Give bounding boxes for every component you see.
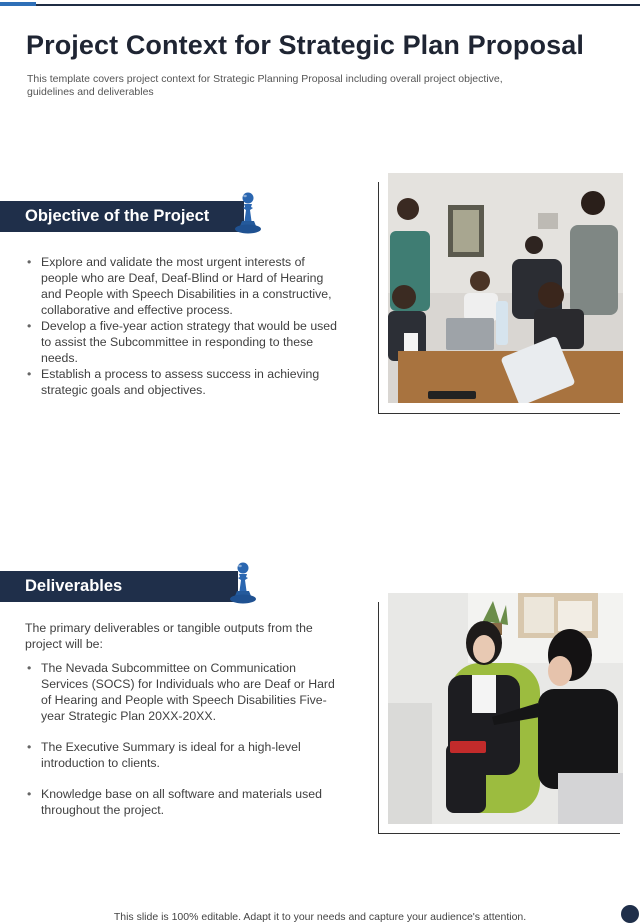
list-item: • Explore and validate the most urgent interests of people who are Deaf, Deaf-Blind or Hard of Hearing and People with Speech Disabilities in a constructive, collaborative and effective process. — [25, 254, 345, 318]
objective-heading-bar — [0, 201, 244, 232]
footer-note: This slide is 100% editable. Adapt it to your needs and capture your audience's attention. — [113, 911, 527, 923]
deliverables-intro: The primary deliverables or tangible outputs from the project will be: — [25, 621, 313, 651]
list-item: • The Nevada Subcommittee on Communication Services (SOCS) for Individuals who are Deaf or Hard of Hearing and People with Speech Disabilities Five-year Strategic Plan 20XX-20XX. — [25, 660, 345, 724]
chess-pawn-icon — [234, 191, 262, 235]
objective-heading: Objective of the Project — [25, 207, 210, 225]
discussion-photo — [388, 593, 623, 824]
objective-list — [25, 254, 345, 398]
deliverables-list — [25, 660, 345, 833]
list-item: • Develop a five-year action strategy that would be used to assist the Subcommittee in responding to these needs. — [25, 318, 345, 366]
deliverables-heading-bar — [0, 571, 238, 602]
chess-pawn-icon — [229, 561, 257, 605]
top-accent — [0, 2, 36, 6]
deliverables-heading: Deliverables — [25, 577, 123, 595]
list-item: • The Executive Summary is ideal for a high-level introduction to clients. — [25, 739, 345, 771]
list-item: • Establish a process to assess success in achieving strategic goals and objectives. — [25, 366, 345, 398]
list-item: • Knowledge base on all software and materials used throughout the project. — [25, 786, 345, 818]
meeting-photo — [388, 173, 623, 403]
page-subtitle: This template covers project context for Strategic Planning Proposal including overall project objective, guidelines and deliverables — [27, 73, 503, 98]
corner-dot — [621, 905, 639, 923]
page-title: Project Context for Strategic Plan Proposal — [26, 30, 584, 60]
top-rule — [0, 4, 640, 6]
